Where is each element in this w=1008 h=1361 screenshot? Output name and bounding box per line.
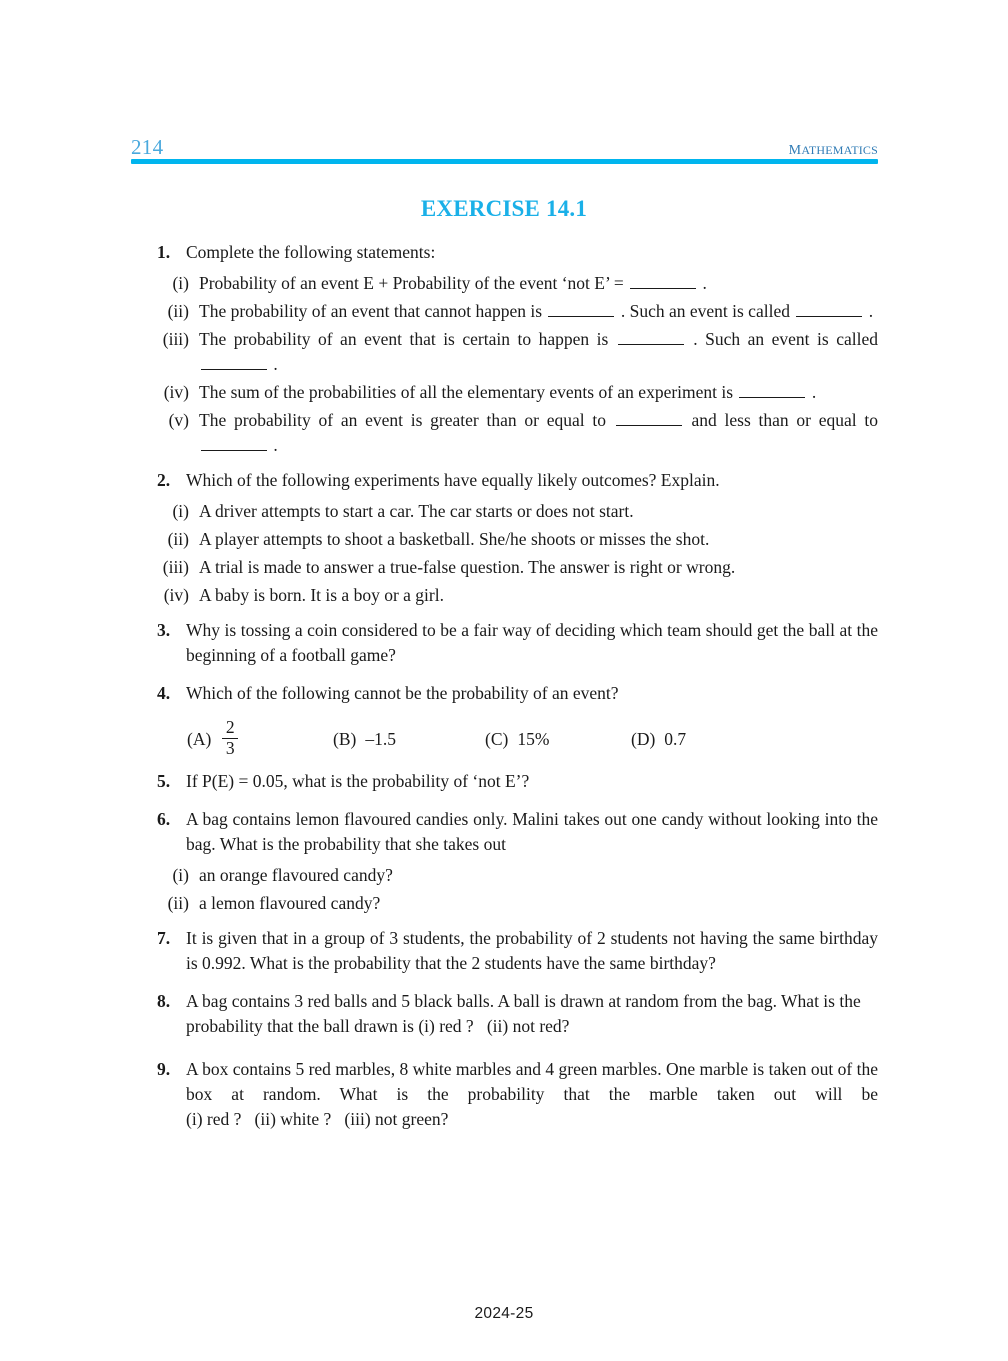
sub-marker: (i): [172, 864, 189, 885]
question-6-sub-ii: [155, 891, 878, 916]
spacer: [155, 982, 878, 989]
question-6: [155, 807, 878, 857]
question-9: [155, 1057, 878, 1132]
question-4-number: 4.: [157, 683, 171, 703]
sub-text: A trial is made to answer a true-false question. The answer is right or wrong.: [199, 557, 736, 577]
question-7-text: It is given that in a group of 3 students, the probability of 2 students not having the same birthday is 0.992. What is the probability that the 2 students have the same birthday?: [186, 927, 878, 973]
option-d-label: (D): [631, 728, 656, 749]
spacer: [155, 800, 878, 807]
spacer: [155, 1045, 878, 1057]
question-1-sublist: [155, 271, 878, 458]
answer-blank: [201, 356, 267, 370]
option-d-value: 0.7: [664, 728, 687, 749]
sub-text-part: .: [864, 301, 874, 321]
sub-marker: (ii): [167, 892, 189, 913]
fraction-two-thirds: [222, 719, 238, 758]
question-2-sublist: [155, 499, 878, 608]
question-9-sub-i: (i) red ?: [186, 1108, 242, 1129]
option-a-label: (A): [187, 728, 212, 749]
sub-marker: (ii): [167, 301, 189, 321]
question-2-sub-ii: [155, 527, 878, 552]
sub-text: an orange flavoured candy?: [199, 864, 393, 885]
fraction-numerator: 2: [225, 717, 235, 737]
question-8-sub-i: (i) red ?: [418, 1015, 474, 1036]
page-header: [131, 132, 878, 164]
exercise-title: EXERCISE 14.1: [420, 196, 588, 221]
sub-text: A player attempts to shoot a basketball. She/he shoots or misses the shot.: [199, 529, 710, 549]
sub-marker: (iv): [163, 382, 189, 402]
question-7: [155, 926, 878, 976]
question-9-number: 9.: [157, 1058, 171, 1079]
sub-text: [199, 408, 878, 458]
answer-blank: [630, 275, 696, 289]
question-5: [155, 769, 878, 794]
option-c-value: 15%: [517, 728, 550, 749]
question-4-options: [155, 717, 878, 759]
question-2-sub-iii: [155, 555, 878, 580]
question-2-number: 2.: [157, 470, 171, 490]
question-9-text: [186, 1057, 878, 1132]
fraction-denominator: 3: [225, 738, 235, 759]
sub-text-part: .: [269, 435, 278, 455]
sub-text-part: and less than or equal to: [683, 410, 879, 430]
sub-text-part: Probability of an event E + Probability of the event ‘not E’ =: [199, 273, 629, 293]
page-footer: 2024-25: [474, 1305, 534, 1322]
question-1: [155, 240, 878, 265]
sub-text: [199, 299, 878, 324]
spacer: [155, 461, 878, 468]
option-d[interactable]: [631, 729, 751, 750]
sub-text-part: .: [269, 354, 278, 374]
question-1-number: 1.: [157, 242, 171, 262]
sub-text-part: The probability of an event that cannot happen is: [199, 301, 547, 321]
answer-blank: [739, 384, 805, 398]
sub-text-part: . Such an event is called: [685, 329, 878, 349]
question-5-text: If P(E) = 0.05, what is the probability of ‘not E’?: [186, 770, 530, 791]
sub-text-part: . Such an event is called: [616, 301, 795, 321]
option-b[interactable]: [333, 729, 485, 750]
question-1-sub-iii: [155, 327, 878, 377]
answer-blank: [548, 303, 614, 317]
answer-blank: [618, 331, 684, 345]
answer-blank: [796, 303, 862, 317]
question-6-number: 6.: [157, 808, 171, 829]
exercise-body: [155, 240, 878, 1138]
question-2: [155, 468, 878, 493]
question-4: [155, 681, 878, 706]
question-6-sublist: [155, 863, 878, 916]
question-4-text: Which of the following cannot be the probability of an event?: [186, 683, 619, 703]
question-9-sub-ii: (ii) white ?: [254, 1108, 332, 1129]
sub-text: A baby is born. It is a boy or a girl.: [199, 585, 444, 605]
sub-text: a lemon flavoured candy?: [199, 892, 381, 913]
option-a[interactable]: [187, 717, 333, 759]
spacer: [155, 611, 878, 618]
sub-marker: (iii): [162, 329, 189, 349]
sub-marker: (ii): [167, 529, 189, 549]
sub-text: [199, 380, 878, 405]
sub-marker: (iv): [163, 585, 189, 605]
sub-marker: (i): [172, 501, 189, 521]
question-8-lead: A bag contains 3 red balls and 5 black balls. A ball is drawn at random from the bag. What is the probability that the ball drawn is: [186, 990, 861, 1036]
answer-blank: [616, 412, 682, 426]
question-2-text: Which of the following experiments have equally likely outcomes? Explain.: [186, 470, 720, 490]
question-8: [155, 989, 878, 1039]
sub-text: [199, 327, 878, 377]
spacer: [155, 674, 878, 681]
question-7-number: 7.: [157, 927, 171, 948]
sub-text-part: The probability of an event that is certain to happen is: [199, 329, 616, 349]
sub-marker: (v): [168, 410, 189, 430]
question-6-text: A bag contains lemon flavoured candies only. Malini takes out one candy without looking into the bag. What is the probability that she takes out: [186, 808, 878, 854]
question-8-number: 8.: [157, 990, 171, 1011]
question-1-sub-v: [155, 408, 878, 458]
question-5-number: 5.: [157, 770, 171, 791]
question-1-sub-iv: [155, 380, 878, 405]
page-number: 214: [131, 135, 164, 159]
question-3-number: 3.: [157, 620, 171, 640]
sub-text-part: .: [698, 273, 707, 293]
option-b-value: –1.5: [365, 728, 396, 749]
question-9-lead: A box contains 5 red marbles, 8 white marbles and 4 green marbles. One marble is taken out of the box at random. What is the probability that the marble taken out will be: [186, 1058, 878, 1104]
sub-text-part: The sum of the probabilities of all the elementary events of an experiment is: [199, 382, 738, 402]
option-c[interactable]: [485, 729, 631, 750]
sub-text: [199, 271, 878, 296]
question-1-text: Complete the following statements:: [186, 242, 436, 262]
question-3-text: Why is tossing a coin considered to be a fair way of deciding which team should get the ball at the beginning of a football game?: [186, 620, 878, 665]
spacer: [155, 919, 878, 926]
question-3: [155, 618, 878, 668]
chapter-name: mathematics: [788, 137, 878, 159]
sub-text-part: .: [807, 382, 817, 402]
option-b-label: (B): [333, 728, 357, 749]
question-1-sub-i: [155, 271, 878, 296]
sub-text: A driver attempts to start a car. The car starts or does not start.: [199, 501, 634, 521]
question-2-sub-i: [155, 499, 878, 524]
sub-marker: (iii): [162, 557, 189, 577]
question-1-sub-ii: [155, 299, 878, 324]
question-6-sub-i: [155, 863, 878, 888]
header-rule: [131, 159, 878, 164]
header-row: [131, 132, 878, 158]
sub-text-part: The probability of an event is greater than or equal to: [199, 410, 614, 430]
answer-blank: [201, 437, 267, 451]
question-2-sub-iv: [155, 583, 878, 608]
question-9-sub-iii: (iii) not green?: [344, 1108, 449, 1129]
option-c-label: (C): [485, 728, 509, 749]
question-8-text: [186, 989, 878, 1039]
sub-marker: (i): [172, 273, 189, 293]
question-8-sub-ii: (ii) not red?: [486, 1015, 570, 1036]
